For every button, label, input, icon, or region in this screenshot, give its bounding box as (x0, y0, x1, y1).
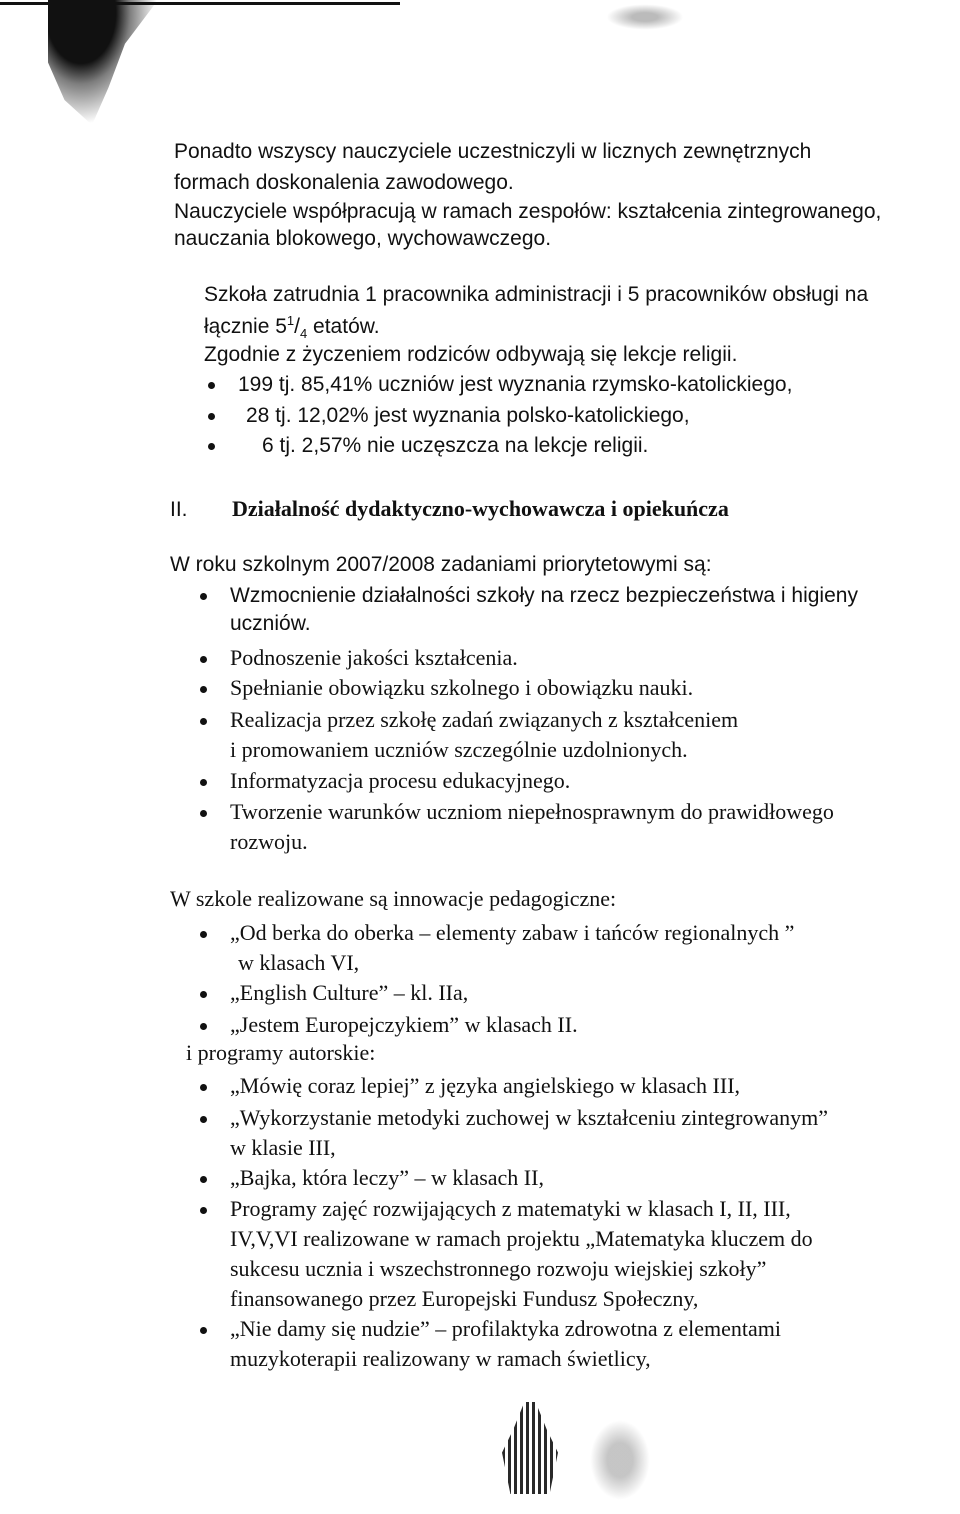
bullet-icon (208, 413, 215, 420)
list-item-cont: w klasie III, (230, 1135, 336, 1160)
paragraph-line: nauczania blokowego, wychowawczego. (174, 227, 552, 250)
list-item-cont: finansowanego przez Europejski Fundusz Społeczny, (230, 1286, 699, 1311)
bullet-icon (208, 443, 215, 450)
bullet-icon (200, 931, 207, 938)
list-item: 199 tj. 85,41% uczniów jest wyznania rzymsko-katolickiego, (238, 373, 793, 396)
bullet-icon (200, 1023, 207, 1030)
fraction-numerator: 1 (286, 313, 295, 328)
list-item: Realizacja przez szkołę zadań związanych z kształceniem (230, 707, 739, 732)
scan-artifact-top (600, 2, 690, 32)
list-item: „English Culture” – kl. IIa, (230, 980, 469, 1005)
fraction-slash: / (294, 315, 300, 338)
list-item: „Mówię coraz lepiej” z języka angielskiego w klasach III, (230, 1073, 741, 1098)
priorities-intro: W roku szkolnym 2007/2008 zadaniami priorytetowymi są: (170, 553, 712, 576)
section-number: II. (170, 498, 188, 521)
list-item-cont: IV,V,VI realizowane w ramach projektu „Matematyka kluczem do (230, 1226, 813, 1251)
list-item: Programy zajęć rozwijających z matematyki w klasach I, II, III, (230, 1196, 791, 1221)
bullet-icon (200, 1207, 207, 1214)
bullet-icon (200, 1327, 207, 1334)
paragraph-line: formach doskonalenia zawodowego. (174, 171, 514, 194)
list-item-cont: rozwoju. (230, 829, 308, 854)
staff-text-end: etatów. (307, 315, 380, 338)
list-item: 6 tj. 2,57% nie uczęszcza na lekcje religii. (262, 434, 649, 457)
list-item: „Od berka do oberka – elementy zabaw i tańców regionalnych ” (230, 920, 795, 945)
list-item-cont: uczniów. (230, 612, 311, 635)
list-item: „Nie damy się nudzie” – profilaktyka zdrowotna z elementami (230, 1316, 782, 1341)
staff-line: Szkoła zatrudnia 1 pracownika administracji i 5 pracowników obsługi na (204, 283, 869, 306)
stamp-mark (502, 1402, 558, 1494)
innovations-intro: W szkole realizowane są innowacje pedagogiczne: (170, 886, 617, 911)
bullet-icon (200, 593, 207, 600)
bullet-icon (200, 1176, 207, 1183)
bullet-icon (200, 656, 207, 663)
scan-artifact-corner (48, 0, 158, 125)
bullet-icon (200, 779, 207, 786)
list-item: „Jestem Europejczykiem” w klasach II. (230, 1012, 578, 1037)
list-item: Podnoszenie jakości kształcenia. (230, 645, 518, 670)
list-item: Spełnianie obowiązku szkolnego i obowiązku nauki. (230, 675, 694, 700)
bullet-icon (200, 718, 207, 725)
staff-line-2 (204, 314, 380, 340)
paragraph-line: Ponadto wszyscy nauczyciele uczestniczyli w licznych zewnętrznych (174, 140, 812, 163)
programs-intro: i programy autorskie: (186, 1040, 376, 1065)
list-item: Informatyzacja procesu edukacyjnego. (230, 768, 571, 793)
list-item: 28 tj. 12,02% jest wyznania polsko-katolickiego, (246, 404, 690, 427)
bullet-icon (200, 991, 207, 998)
bullet-icon (200, 1084, 207, 1091)
list-item-cont: sukcesu ucznia i wszechstronnego rozwoju wiejskiej szkoły” (230, 1256, 767, 1281)
list-item: Wzmocnienie działalności szkoły na rzecz bezpieczeństwa i higieny (230, 584, 858, 607)
religion-intro: Zgodnie z życzeniem rodziców odbywają się lekcje religii. (204, 343, 738, 366)
list-item-cont: w klasach VI, (238, 950, 360, 975)
list-item: „Bajka, która leczy” – w klasach II, (230, 1165, 544, 1190)
list-item-cont: muzykoterapii realizowany w ramach świetlicy, (230, 1346, 651, 1371)
bullet-icon (200, 1116, 207, 1123)
paragraph-line: Nauczyciele współpracują w ramach zespołów: kształcenia zintegrowanego, (174, 200, 882, 223)
scan-artifact-bottom (590, 1420, 650, 1500)
list-item: Tworzenie warunków uczniom niepełnosprawnym do prawidłowego (230, 799, 834, 824)
bullet-icon (208, 382, 215, 389)
bullet-icon (200, 686, 207, 693)
staff-text: łącznie 5 (204, 315, 287, 338)
section-heading: Działalność dydaktyczno-wychowawcza i opiekuńcza (232, 496, 729, 521)
list-item-cont: i promowaniem uczniów szczególnie uzdolnionych. (230, 737, 688, 762)
list-item: „Wykorzystanie metodyki zuchowej w kształceniu zintegrowanym” (230, 1105, 828, 1130)
fraction-denominator: 4 (299, 326, 308, 342)
bullet-icon (200, 810, 207, 817)
